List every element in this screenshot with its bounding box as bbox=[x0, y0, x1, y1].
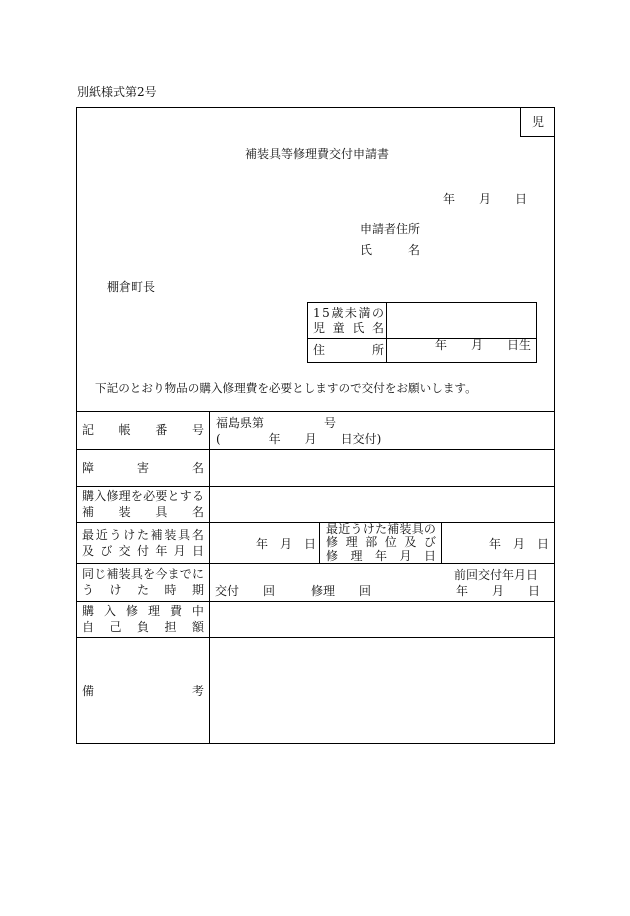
last-issue-date: 年 月 日 bbox=[456, 584, 541, 598]
ledger-number-label-cell bbox=[76, 411, 209, 449]
child-name-field bbox=[386, 303, 536, 352]
glyph: 装 bbox=[164, 527, 177, 542]
glyph: ま bbox=[167, 567, 180, 581]
glyph: 未 bbox=[344, 305, 357, 320]
glyph: 童 bbox=[332, 320, 345, 335]
glyph: 部 bbox=[365, 535, 378, 550]
child-address-label bbox=[313, 343, 384, 358]
child-name-label-cell bbox=[308, 303, 387, 338]
glyph: 購 bbox=[82, 489, 95, 503]
glyph: 満 bbox=[358, 305, 371, 320]
glyph: 名 bbox=[371, 320, 384, 335]
form-title: 補装具等修理費交付申請書 bbox=[245, 147, 390, 161]
recent-repair-label-cell bbox=[319, 522, 441, 563]
glyph: 帳 bbox=[118, 423, 131, 437]
glyph: 具 bbox=[155, 505, 168, 519]
glyph: 最 bbox=[82, 527, 95, 542]
application-date: 年 月 日 bbox=[443, 192, 528, 206]
glyph: を bbox=[130, 489, 143, 503]
glyph: 理 bbox=[147, 604, 160, 618]
glyph: び bbox=[423, 535, 436, 550]
child-age-label bbox=[313, 306, 384, 321]
device-label-line2 bbox=[82, 505, 204, 520]
copay-label-line2 bbox=[82, 620, 204, 635]
glyph: 具 bbox=[130, 567, 143, 581]
glyph: 装 bbox=[399, 521, 412, 536]
glyph: じ bbox=[94, 567, 107, 581]
addressee: 棚倉町長 bbox=[107, 280, 156, 294]
glyph: 住 bbox=[313, 343, 326, 357]
glyph: 歳 bbox=[331, 305, 344, 320]
recent-repair-label-line3 bbox=[326, 550, 436, 564]
history-counts: 交付 回 修理 回 bbox=[215, 584, 372, 598]
glyph: に bbox=[191, 567, 204, 581]
category-mark: 児 bbox=[531, 115, 544, 129]
glyph: 最 bbox=[326, 521, 339, 536]
copay-field bbox=[209, 601, 555, 637]
recent-device-date: 年 月 日 bbox=[255, 536, 316, 551]
child-birth-date: 年 月 日生 bbox=[434, 338, 531, 352]
ledger-number-label bbox=[82, 423, 204, 438]
glyph: 児 bbox=[313, 320, 326, 335]
remarks-label-cell bbox=[76, 637, 209, 744]
glyph: け bbox=[362, 521, 375, 536]
recent-repair-date-field bbox=[441, 522, 555, 563]
history-label-line2 bbox=[82, 583, 204, 598]
glyph: び bbox=[100, 543, 113, 558]
child-name-label bbox=[313, 321, 384, 336]
glyph: 装 bbox=[118, 567, 131, 581]
glyph: 今 bbox=[155, 567, 168, 581]
glyph: 理 bbox=[118, 489, 131, 503]
glyph: 所 bbox=[371, 343, 384, 357]
glyph: う bbox=[109, 527, 122, 542]
glyph: 補 bbox=[82, 505, 95, 519]
applicant-address-label: 申請者住所 bbox=[360, 222, 421, 236]
remarks-label bbox=[82, 684, 204, 699]
glyph: 具 bbox=[178, 527, 191, 542]
disability-label-cell bbox=[76, 449, 209, 486]
disability-label bbox=[82, 461, 204, 476]
glyph: 担 bbox=[164, 620, 177, 634]
glyph: 期 bbox=[191, 583, 204, 597]
glyph: た bbox=[136, 527, 149, 542]
child-info-box bbox=[307, 302, 537, 363]
glyph: 己 bbox=[109, 620, 122, 634]
glyph: 付 bbox=[136, 543, 149, 558]
glyph: 必 bbox=[143, 489, 156, 503]
glyph: 名 bbox=[191, 460, 204, 475]
ledger-number-text: 福島県第 号 bbox=[216, 415, 337, 430]
glyph: 及 bbox=[404, 535, 417, 550]
glyph: け bbox=[109, 583, 122, 597]
glyph: る bbox=[191, 489, 204, 503]
child-address-field bbox=[386, 338, 536, 362]
copay-label-line1 bbox=[82, 604, 204, 619]
glyph: た bbox=[374, 521, 387, 536]
glyph: 月 bbox=[173, 543, 186, 558]
glyph: 理 bbox=[350, 548, 363, 563]
request-sentence: 下記のとおり物品の購入修理費を必要としますので交付をお願いします。 bbox=[95, 381, 477, 395]
glyph: 年 bbox=[155, 543, 168, 558]
glyph: 自 bbox=[82, 620, 95, 634]
glyph: を bbox=[143, 567, 156, 581]
device-label-line1 bbox=[82, 489, 204, 504]
device-field bbox=[209, 486, 555, 522]
glyph: 考 bbox=[191, 683, 204, 698]
glyph: う bbox=[82, 583, 95, 597]
glyph: 交 bbox=[118, 543, 131, 558]
recent-repair-label-line1 bbox=[326, 523, 436, 537]
glyph: で bbox=[179, 567, 192, 581]
glyph: 購 bbox=[82, 604, 95, 618]
glyph: 修 bbox=[326, 535, 339, 550]
glyph: 負 bbox=[136, 620, 149, 634]
glyph: 補 bbox=[150, 527, 163, 542]
recent-repair-date: 年 月 日 bbox=[488, 536, 549, 551]
form-number: 別紙様式第2号 bbox=[77, 85, 157, 99]
glyph: の bbox=[423, 521, 436, 536]
glyph: 障 bbox=[82, 460, 95, 475]
glyph: 番 bbox=[155, 423, 168, 437]
recent-device-label-line1 bbox=[82, 528, 204, 543]
category-mark-box bbox=[520, 107, 555, 137]
glyph: け bbox=[123, 527, 136, 542]
glyph: 日 bbox=[423, 548, 436, 563]
glyph: 名 bbox=[191, 505, 204, 519]
ledger-number-field bbox=[209, 411, 555, 449]
glyph: 費 bbox=[169, 604, 182, 618]
glyph: 補 bbox=[106, 567, 119, 581]
glyph: 入 bbox=[103, 604, 116, 618]
glyph: 具 bbox=[411, 521, 424, 536]
last-issue-date-label: 前回交付年月日 bbox=[454, 568, 539, 582]
glyph: 年 bbox=[374, 548, 387, 563]
glyph: 入 bbox=[94, 489, 107, 503]
glyph: 近 bbox=[338, 521, 351, 536]
glyph: た bbox=[136, 583, 149, 597]
glyph: す bbox=[179, 489, 192, 503]
glyph: 理 bbox=[345, 535, 358, 550]
glyph: 額 bbox=[191, 620, 204, 634]
recent-repair-label-line2 bbox=[326, 536, 436, 550]
glyph: う bbox=[350, 521, 363, 536]
glyph: 修 bbox=[326, 548, 339, 563]
child-address-label-cell bbox=[308, 338, 387, 362]
history-label-cell bbox=[76, 563, 209, 601]
glyph: 5 bbox=[322, 305, 330, 320]
remarks-field bbox=[209, 637, 555, 744]
recent-device-label-line2 bbox=[82, 544, 204, 559]
glyph: 月 bbox=[399, 548, 412, 563]
history-label-line1 bbox=[82, 567, 204, 582]
glyph: 中 bbox=[191, 604, 204, 618]
glyph: 及 bbox=[82, 543, 95, 558]
glyph: 位 bbox=[384, 535, 397, 550]
recent-device-label-cell bbox=[76, 522, 209, 563]
glyph: 近 bbox=[95, 527, 108, 542]
glyph: 1 bbox=[313, 305, 321, 320]
glyph: の bbox=[371, 305, 384, 320]
glyph: 記 bbox=[82, 423, 95, 437]
glyph: 同 bbox=[82, 567, 95, 581]
glyph: 氏 bbox=[352, 320, 365, 335]
disability-field bbox=[209, 449, 555, 486]
applicant-name-label bbox=[360, 243, 420, 258]
glyph: 時 bbox=[164, 583, 177, 597]
glyph: 害 bbox=[136, 460, 149, 475]
glyph: 装 bbox=[118, 505, 131, 519]
recent-device-date-field bbox=[209, 522, 319, 563]
glyph: 修 bbox=[106, 489, 119, 503]
glyph: 氏 bbox=[360, 243, 373, 257]
device-label-cell bbox=[76, 486, 209, 522]
ledger-issue-date-text: ( 年 月 日交付) bbox=[216, 431, 382, 446]
glyph: 補 bbox=[387, 521, 400, 536]
glyph: 備 bbox=[82, 683, 95, 698]
glyph: 名 bbox=[407, 243, 420, 257]
glyph: 名 bbox=[191, 527, 204, 542]
glyph: 日 bbox=[191, 543, 204, 558]
copay-label-cell bbox=[76, 601, 209, 637]
glyph: 号 bbox=[191, 423, 204, 437]
glyph: と bbox=[167, 489, 180, 503]
history-field bbox=[209, 563, 555, 601]
glyph: 要 bbox=[155, 489, 168, 503]
glyph: 修 bbox=[125, 604, 138, 618]
